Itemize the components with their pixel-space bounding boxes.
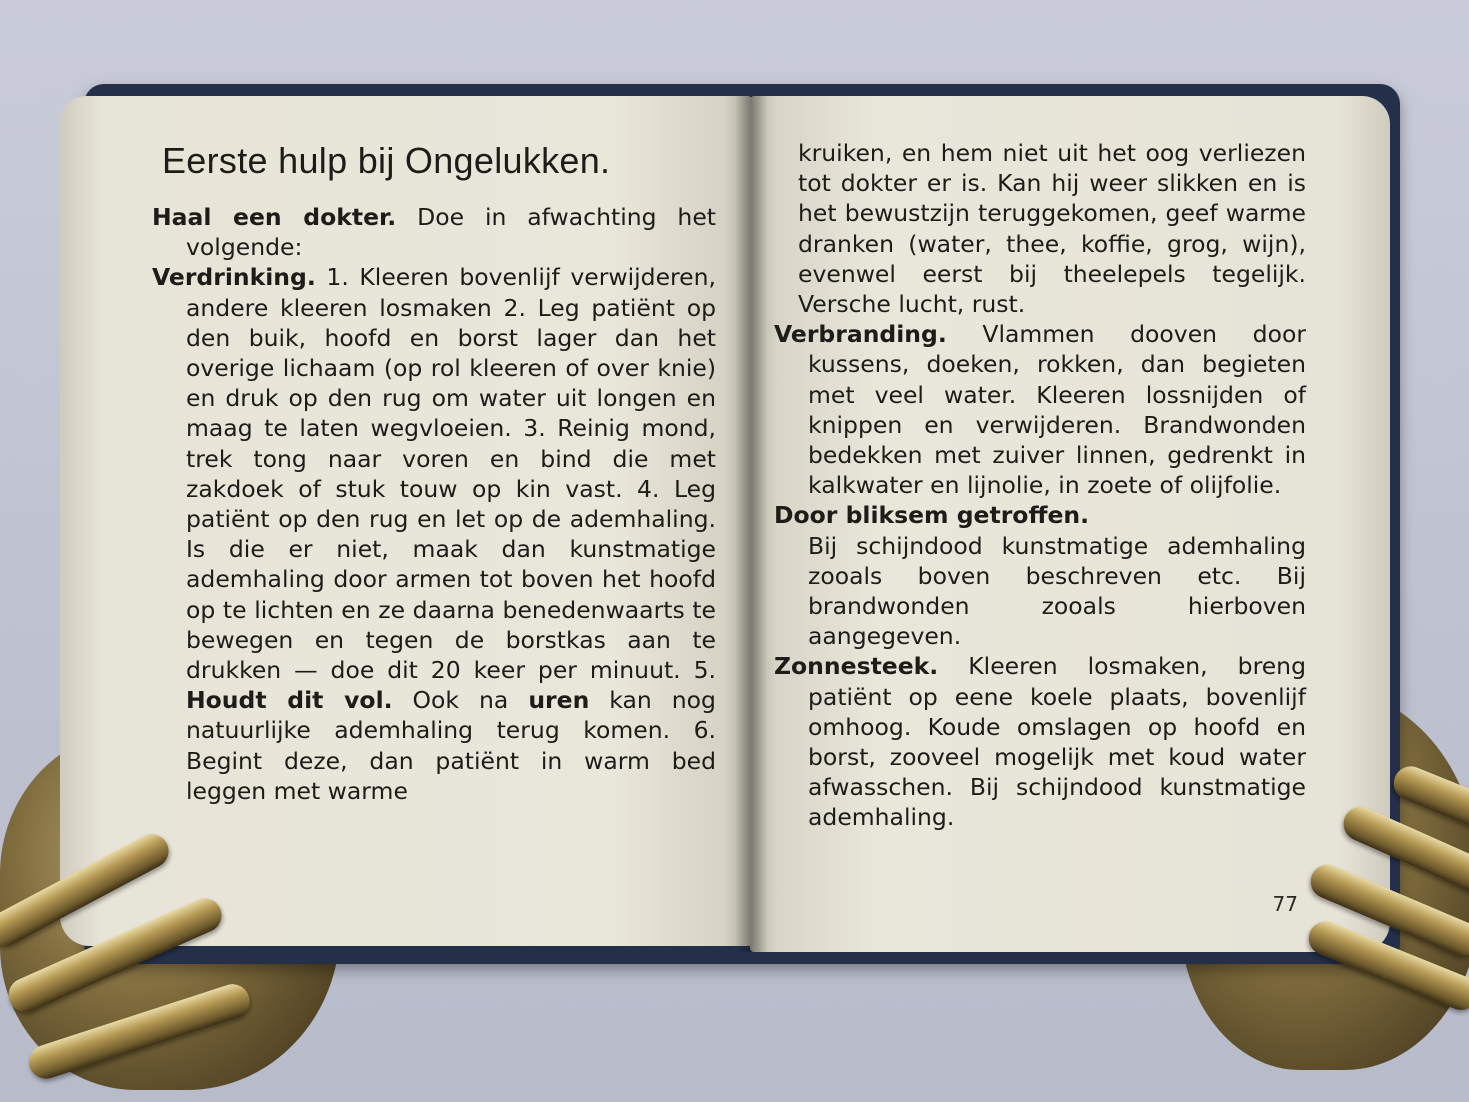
left-page <box>60 96 752 946</box>
sunstroke-text: Kleeren losmaken, breng patiënt op eene koele plaats, bovenlijf omhoog. Koude omslagen op hoofd en borst, zooveel mogelijk met koud water afwasschen. Bij schijndood kunstmatige ademhaling. <box>808 652 1306 832</box>
sunstroke-paragraph <box>774 651 1306 832</box>
drowning-bold-hours: uren <box>528 686 590 715</box>
burn-text: Vlammen dooven door kussens, doeken, rokken, dan begieten met veel water. Kleeren lossnijden of knippen en verwijderen. Brandwonden bedekken met zuiver linnen, gedrenkt in kalkwater en lijnolie, in zoete of olijfolie. <box>808 320 1306 500</box>
page-number: 77 <box>1272 892 1298 916</box>
burn-paragraph <box>774 319 1306 500</box>
intro-paragraph <box>152 202 716 262</box>
intro-heading: Haal een dokter. <box>152 203 397 231</box>
lightning-heading: Door bliksem getroffen. <box>774 501 1090 530</box>
lightning-text: Bij schijndood kunstmatige ademhaling zooals boven beschreven etc. Bij brandwonden zooals hierboven aangegeven. <box>808 531 1306 651</box>
intro-text: Doe in afwachting het volgende: <box>186 203 716 262</box>
drowning-paragraph <box>152 262 716 806</box>
sunstroke-heading: Zonnesteek. <box>774 652 939 681</box>
book-gutter <box>735 96 767 952</box>
continuation-paragraph: kruiken, en hem niet uit het oog verliezen tot dokter er is. Kan hij weer slikken en is het bewustzijn teruggekomen, geef warme dranken (water, thee, koffie, grog, wijn), evenwel eerst bij theelepels tegelijk. Versche lucht, rust. <box>798 139 1306 319</box>
drowning-text-1: 1. Kleeren bovenlijf verwijderen, andere kleeren losmaken 2. Leg patiënt op den buik, hoofd en borst lager dan het overige lichaam (op rol kleeren of over knie) en druk op den rug om water uit longen en maag te laten wegvloeien. 3. Reinig mond, trek tong naar voren en bind die met zakdoek of stuk touw op kin vast. 4. Leg patiënt op den rug en let op de ademhaling. Is die er niet, maak dan kunstmatige ademhaling door armen tot boven het hoofd op te lichten en ze daarna benedenwaarts te bewegen en tegen de borstkas aan te drukken — doe dit 20 keer per minuut. 5. <box>186 263 716 685</box>
drowning-text-3: kan nog natuurlijke ademhaling terug komen. 6. Begint deze, dan patiënt in warm bed leggen met warme <box>186 686 716 805</box>
drowning-heading: Verdrinking. <box>152 263 316 292</box>
page-title: Eerste hulp bij Ongelukken. <box>162 140 611 181</box>
drowning-text-2: Ook na <box>392 686 529 715</box>
drowning-bold-keep-going: Houdt dit vol. <box>186 686 393 715</box>
right-page <box>750 96 1390 952</box>
burn-heading: Verbranding. <box>774 320 947 349</box>
